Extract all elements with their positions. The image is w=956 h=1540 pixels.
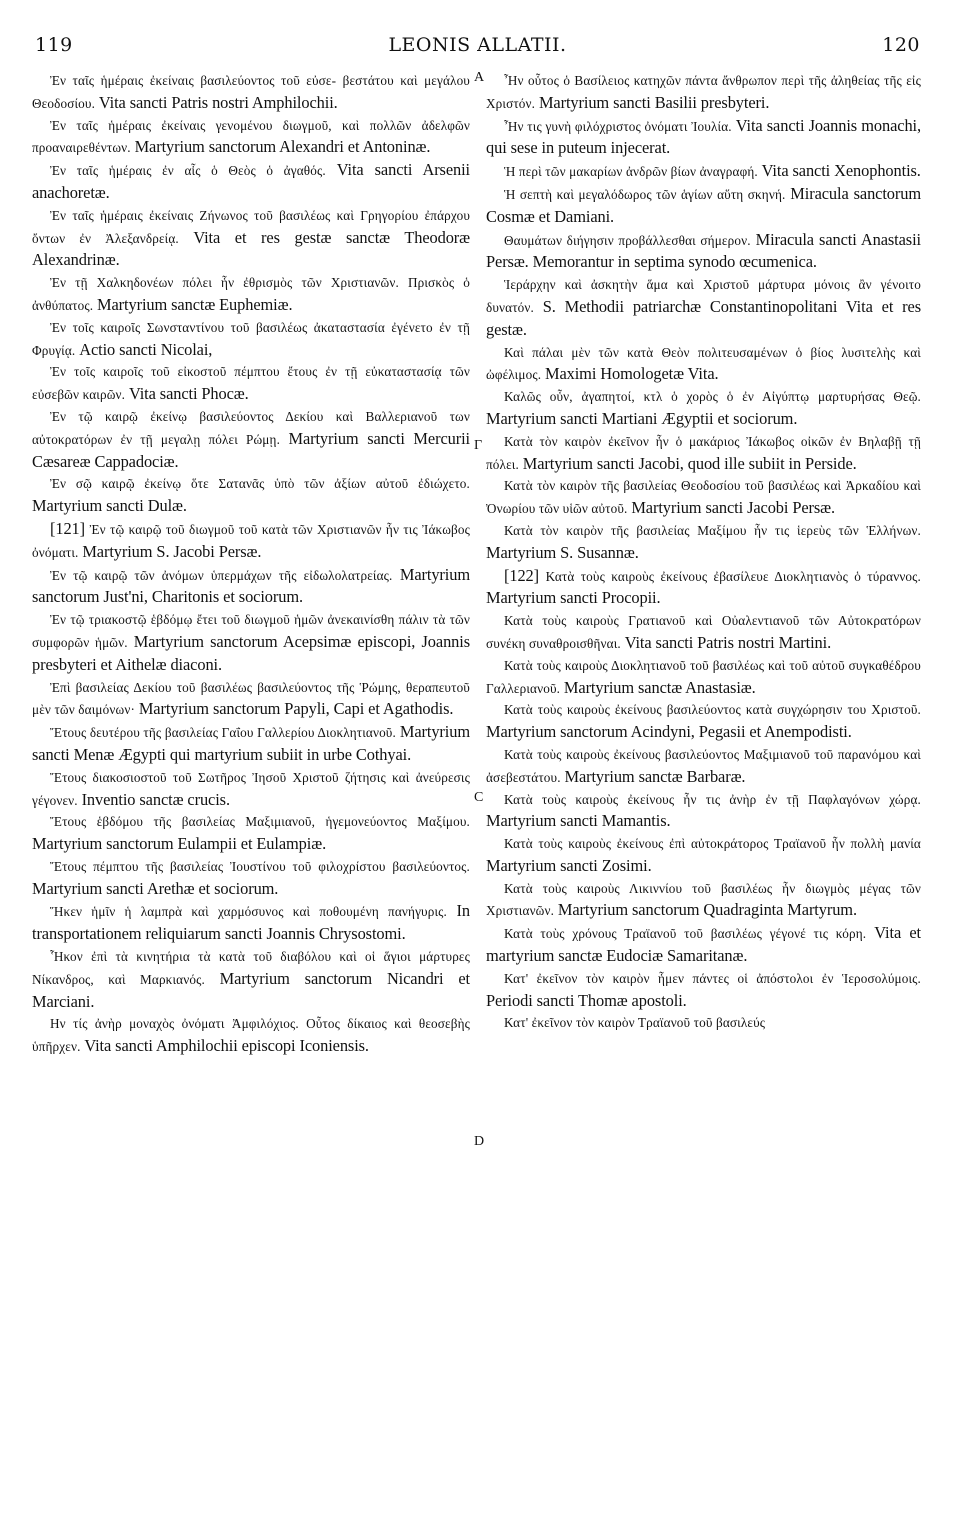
latin-title: Martyrium sancti Procopii. [486,588,661,608]
latin-title: Martyrium sancti Dulæ. [32,496,187,516]
page-number-right: 120 [882,34,920,56]
latin-title: Vita sancti Xenophontis. [761,161,921,181]
greek-incipit: Κατὰ τοὺς καιροὺς ἐκείνους ἐπὶ αὐτοκράτορος Τραϊανοῦ ἦν πολλὴ μανία [504,836,921,852]
latin-title: Vita sancti Phocæ. [128,384,249,404]
catalog-entry [32,1013,470,1058]
latin-title: S. Methodii patriarchæ Constantinopolitani Vita et res gestæ. [486,296,921,339]
catalog-entry [486,183,921,229]
latin-title: Vita sancti Joannis monachi, qui sese in puteum injecerat. [486,115,921,158]
greek-incipit: Κατὰ τὸν καιρὸν ἐκεῖνον ἦν ὁ μακάριος Ἰάκωβος οἰκῶν ἐν Βηλαβῇ τῇ πόλει. [486,433,921,472]
catalog-entry [486,520,921,565]
greek-incipit: Ἐν τῷ καιρῷ ἐκείνῳ βασιλεύοντος Δεκίου καὶ Βαλλεριανοῦ των αὐτοκρατόρων ἐν τῇ μεγαλῃ πόλει Ρώμῃ. [32,408,470,447]
greek-incipit: Κατὰ τοὺς καιροὺς ἐκείνους βασιλεύοντος κατὰ συγχώρησιν του Χριστοῦ. [504,702,921,718]
greek-incipit: Κατὰ τοὺς καιροὺς Γρατιανοῦ καὶ Οὐαλεντιανοῦ τῶν Αὐτοκρατόρων συνέκη συναθροισθῆναι. [486,613,921,651]
latin-title: Martyrium sanctorum Alexandri et Antoninæ. [134,137,431,157]
catalog-entry [486,744,921,789]
greek-incipit: Ἔτους πέμπτου τῆς βασιλείας Ἰουστίνου τοῦ φιλοχρίστου βασιλεύοντος. [50,858,470,874]
greek-incipit: Ἐν τῷ τριακοστῷ ἑβδόμῳ ἔτει τοῦ διωγμοῦ ἡμῶν ἀνεκαινίσθη πάλιν τὰ τῶν συμφορῶν ἡμῶν. [32,612,470,650]
greek-incipit: Ἐν ταῖς ἡμέραις ἐκείναις γενομένου διωγμοῦ, καὶ πολλῶν ἀδελφῶν προαναιρεθέντων. [32,117,470,156]
catalog-entry [486,431,921,476]
latin-title: Martyrium sanctorum Quadraginta Martyrum. [557,900,857,920]
greek-incipit: Ἐν τοῖς καιροῖς Σωνσταντίνου τοῦ βασιλέως ἀκαταστασία ἐγένετο ἐν τῇ Φρυγίᾳ. [32,319,470,358]
latin-title: Vita sancti Arsenii anachoretæ. [32,160,471,202]
greek-incipit: Ἡ σεπτὴ καὶ μεγαλόδωρος τῶν ἁγίων αὕτη σκηνή. [504,186,786,202]
catalog-entry [486,922,921,968]
greek-incipit: Θαυμάτων διήγησιν προβάλλεσθαι σήμερον. [504,232,751,248]
greek-incipit: Καὶ πάλαι μὲν τῶν κατὰ Θεὸν πολιτευσαμένων ὁ βίος λυσιτελὴς καὶ ὠφέλιμος. [486,344,921,383]
catalog-entry [32,406,470,473]
greek-incipit: Ἔτους διακοσιοστοῦ τοῦ Σωτῆρος Ἰησοῦ Χριστοῦ ζήτησις καὶ ἀνεύρεσις γέγονεν. [32,769,470,808]
latin-title: Martyrium sancti Zosimi. [486,855,652,875]
greek-incipit: Κατὰ τὸν καιρὸν τῆς βασιλείας Θεοδοσίου τοῦ βασιλέως καὶ Ἀρκαδίου καὶ Ὀνωρίου τῶν υἱῶν αὐτοῦ. [486,478,921,517]
catalog-entry [486,968,921,1013]
catalog-entry [486,789,921,834]
greek-incipit: Ἡ περὶ τῶν μακαρίων ἀνδρῶν βίων ἀναγραφή. [504,164,758,180]
catalog-entry [486,342,921,387]
latin-title: Martyrium sanctorum Eulampii et Eulampiæ. [32,834,327,854]
greek-incipit: Ἐν τοῖς καιροῖς τοῦ εἰκοστοῦ πέμπτου ἔτους ἐν τῇ εὐκαταστασίᾳ τῶν εὐσεβῶν καιρῶν. [32,364,470,403]
latin-title: Vita sancti Patris nostri Martini. [624,632,832,652]
latin-title: Martyrium sancti Mercurii Cæsareæ Cappadociæ. [32,428,470,471]
catalog-entry [486,655,921,700]
latin-title: Miracula sancti Anastasii Persæ. Memorantur in septima synodo œcumenica. [486,229,921,272]
section-number: [122] [504,565,540,585]
catalog-entry [486,610,921,655]
greek-incipit: Ἐν τῷ καιρῷ τοῦ διωγμοῦ τοῦ κατὰ τῶν Χριστιανῶν ἦν τις Ἰάκωβος ὀνόματι. [32,521,470,560]
latin-title: Martyrium sancti Menæ Ægypti qui martyrium subiit in urbe Cothyai. [32,722,470,764]
greek-incipit: Καλῶς οὖν, ἀγαπητοί, κτλ ὁ χορὸς ὁ ἐν Αἰγύπτῳ μαρτυρήσας Θεῷ. [504,389,921,405]
greek-incipit: Ἐν τῷ καιρῷ τῶν ἀνόμων ὑπερμάχων τῆς εἰδωλολατρείας. [50,567,393,583]
catalog-entry [32,115,470,160]
catalog-entry [486,833,921,878]
page-number-left: 119 [35,34,73,56]
greek-incipit: Ἦν τις γυνὴ φιλόχριστος ὀνόματι Ἰουλία. [504,118,732,134]
catalog-entry [486,1012,921,1034]
catalog-entry [32,811,470,856]
catalog-entry [32,70,470,115]
greek-incipit: Ἐν ταῖς ἡμέραις ἐκείναις Ζήνωνος τοῦ βασιλέως καὶ Γρηγορίου ἐπάρχου ὄντων ἐν Ἀλεξανδρείᾳ. [32,207,470,246]
latin-title: Martyrium sanctæ Anastasiæ. [563,677,756,697]
catalog-entry [486,70,921,115]
latin-title: Vita et res gestæ sanctæ Theodoræ Alexandrinæ. [32,227,470,270]
catalog-entry [32,564,470,610]
catalog-entry [32,677,470,722]
greek-incipit: Κατὰ τοὺς χρόνους Τραϊανοῦ τοῦ βασιλέως γέγονέ τις κόρη. [504,926,867,942]
greek-incipit: Κατὰ τὸν καιρὸν τῆς βασιλείας Μαξίμου ἦν τις ἱερεὺς τῶν Ἑλλήνων. [504,522,921,538]
greek-incipit: Κατὰ τοὺς καιροὺς Διοκλητιανοῦ τοῦ βασιλέως καὶ τοῦ αὐτοῦ συγκαθέδρου Γαλλεριανοῦ. [486,657,921,696]
catalog-entry [32,159,470,205]
section-number: [121] [50,518,86,538]
catalog-entry [486,565,921,611]
greek-incipit: Κατὰ τοὺς καιροὺς ἐκείνους ἐβασίλευε Διοκλητιανὸς ὁ τύραννος. [545,568,921,584]
catalog-entry [32,518,470,564]
latin-title: Martyrium sanctorum Just'ni, Charitonis et sociorum. [32,564,470,607]
latin-title: Periodi sancti Thomæ apostoli. [486,990,687,1010]
catalog-entry [32,205,470,272]
latin-title: Martyrium sanctorum Papyli, Capi et Agathodis. [138,699,454,719]
catalog-entry [32,946,470,1013]
catalog-entry [32,361,470,406]
catalog-entry [486,878,921,923]
greek-incipit: Ἐν τῇ Χαλκηδονέων πόλει ἦν ἐθρισμὸς τῶν Χριστιανῶν. Πρισκὸς ὁ ἀνθύπατος. [32,275,470,313]
margin-mark-symbol: Γ [474,438,483,453]
latin-title: In transportationem reliquiarum sancti Joannis Chrysostomi. [32,901,470,944]
margin-mark-a: A [474,70,485,85]
greek-incipit: Ἱεράρχην καὶ ἀσκητὴν ἅμα καὶ Χριστοῦ μάρτυρα μόνοις ἂν γένοιτο δυνατόν. [486,277,921,315]
catalog-entry [32,767,470,812]
catalog-entry [486,229,921,275]
catalog-entry [32,272,470,317]
latin-title: Martyrium sanctæ Barbaræ. [564,766,746,786]
catalog-entry [32,317,470,362]
greek-incipit: Κατ' ἐκεῖνον τὸν καιρὸν ἦμεν πάντες οἱ ἀπόστολοι ἐν Ἱεροσολύμοις. [504,970,921,986]
latin-title: Martyrium sanctæ Euphemiæ. [97,294,293,314]
greek-incipit: Ἐν ταῖς ἡμέραις ἐν αἷς ὁ Θεὸς ὁ ἀγαθός. [50,163,326,179]
latin-title: Actio sancti Nicolai, [79,339,213,359]
latin-title: Miracula sanctorum Cosmæ et Damiani. [486,183,921,226]
catalog-entry [32,473,470,518]
catalog-entry [486,274,921,341]
running-title: LEONIS ALLATII. [388,34,567,56]
latin-title: Martyrium sancti Martiani Ægyptii et sociorum. [486,408,798,428]
latin-title: Martyrium sanctorum Acindyni, Pegasii et Anempodisti. [486,722,852,742]
greek-incipit: Ἔτους ἑβδόμου τῆς βασιλείας Μαξιμιανοῦ, ἡγεμονεύοντος Μαξίμου. [50,814,470,830]
latin-title: Martyrium sanctorum Nicandri et Marciani. [32,968,471,1011]
latin-title: Martyrium sancti Mamantis. [486,811,671,831]
latin-title: Vita et martyrium sanctæ Eudociæ Samaritanæ. [486,923,921,966]
latin-title: Vita sancti Patris nostri Amphilochii. [98,92,338,112]
catalog-entry [32,900,470,946]
latin-title: Martyrium S. Susannæ. [486,542,639,562]
latin-title: Martyrium sancti Jacobi, quod ille subiit in Perside. [522,453,857,473]
right-column [486,70,921,1034]
catalog-entry [486,386,921,431]
greek-incipit: Ἐν ταῖς ἡμέραις ἐκείναις βασιλεύοντος τοῦ εὐσε- βεστάτου καὶ μεγάλου Θεοδοσίου. [32,73,470,111]
greek-incipit: Ἧκον ἐπὶ τὰ κινητήρια τὰ κατὰ τοῦ διαβόλου καὶ οἱ ἅγιοι μάρτυρες Νίκανδρος, καὶ Μαρκιανός. [32,949,470,987]
latin-title: Martyrium S. Jacobi Persæ. [82,541,262,561]
catalog-entry [486,475,921,520]
catalog-entry [486,115,921,161]
catalog-entry [486,699,921,744]
greek-incipit: Κατὰ τοὺς καιροὺς ἐκείνους ἦν τις ἀνὴρ ἐν τῇ Παφλαγόνων χώρᾳ. [504,791,921,807]
latin-title: Martyrium sancti Basilii presbyteri. [538,92,770,112]
greek-incipit: Ἔτους δευτέρου τῆς βασιλείας Γαΐου Γαλλερίου Διοκλητιανοῦ. [50,725,396,741]
margin-mark-d: D [474,1134,485,1149]
greek-incipit: Ην τίς ἀνὴρ μοναχὸς ὀνόματι Ἀμφιλόχιος. Οὗτος δίκαιος καὶ θεοσεβὴς ὑπῆρχεν. [32,1016,470,1055]
catalog-entry [486,160,921,183]
greek-incipit: Κατὰ τοὺς καιροὺς Λικιννίου τοῦ βασιλέως ἦν διωγμὸς μέγας τῶν Χριστιανῶν. [486,880,921,919]
latin-title: Maximi Homologetæ Vita. [544,364,719,384]
greek-incipit: Ἐν σῷ καιρῷ ἐκείνῳ ὅτε Σατανᾶς ὑπὸ τῶν ἀξίων αὐτοῦ ἐδιώχετο. [50,476,470,492]
latin-title: Vita sancti Amphilochii episcopi Iconiensis. [84,1036,369,1056]
latin-title: Inventio sanctæ crucis. [81,789,230,809]
latin-title: Martyrium sancti Jacobi Persæ. [631,498,835,518]
catalog-entry [32,721,470,767]
greek-incipit: Ἦν οὗτος ὁ Βασίλειος κατηχῶν πάντα ἄνθρωπον περὶ τῆς ἀληθείας τῆς εἰς Χριστόν. [486,73,921,111]
running-header [35,34,920,64]
latin-title: Martyrium sancti Arethæ et sociorum. [32,878,279,898]
greek-incipit: Ἥκεν ἡμῖν ἡ λαμπρὰ καὶ χαρμόσυνος καὶ ποθουμένη πανήγυρις. [50,904,447,920]
margin-mark-c: C [474,790,484,805]
greek-incipit: Ἐπὶ βασιλείας Δεκίου τοῦ βασιλέως βασιλεύοντος τῆς Ῥώμης, θεραπευτοῦ μὲν τῶν δαιμόνων· [32,679,470,718]
catalog-entry [32,856,470,901]
latin-title: Martyrium sanctorum Acepsimæ episcopi, Joannis presbyteri et Aithelæ diaconi. [32,631,470,674]
left-column [32,70,470,1058]
greek-incipit: Κατ' ἐκεῖνον τὸν καιρὸν Τραϊανοῦ τοῦ βασιλεύς [504,1015,766,1031]
catalog-entry [32,609,470,676]
greek-incipit: Κατὰ τοὺς καιροὺς ἐκείνους βασιλεύοντος Μαξιμιανοῦ τοῦ παρανόμου καὶ ἀσεβεστάτου. [486,746,921,785]
